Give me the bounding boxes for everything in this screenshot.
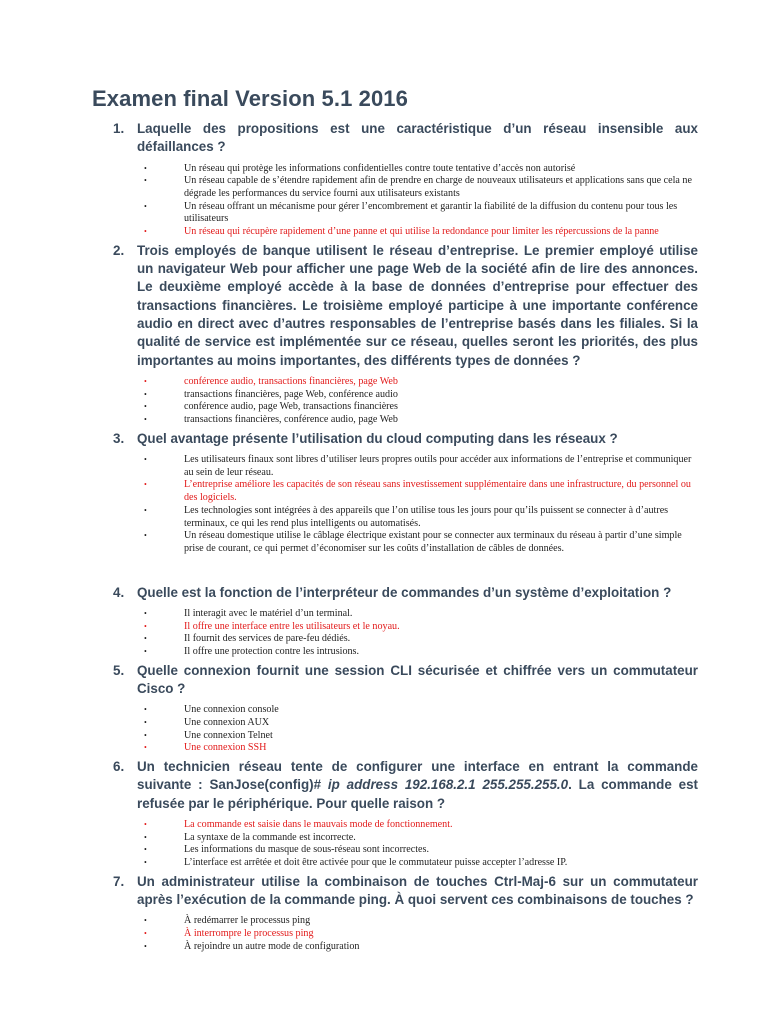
question-number: 4. <box>113 584 125 600</box>
answer-option <box>144 646 698 659</box>
bullet-icon: • <box>144 480 147 490</box>
bullet-icon: • <box>144 389 147 399</box>
bullet-icon: • <box>144 647 147 657</box>
answer-text: Un réseau offrant un mécanisme pour gérer l’encombrement et garantir la fiabilité de la diffusion du contenu pour tous les utilisateurs <box>184 200 678 225</box>
answer-option-correct <box>144 819 698 832</box>
question-block-1 <box>92 120 698 239</box>
bullet-icon: • <box>144 845 147 855</box>
answer-option <box>144 504 698 530</box>
answer-list-6 <box>92 819 698 870</box>
answer-text: Une connexion console <box>184 704 279 716</box>
answer-option <box>144 414 698 427</box>
answer-option-correct <box>144 479 698 504</box>
question-3 <box>92 430 698 448</box>
answer-option-correct <box>144 226 698 239</box>
bullet-icon: • <box>144 929 147 939</box>
bullet-icon: • <box>144 718 147 728</box>
bullet-icon: • <box>144 743 147 753</box>
bullet-icon: • <box>144 916 147 926</box>
answer-text: Une connexion Telnet <box>184 729 273 741</box>
answer-text: Les utilisateurs finaux sont libres d’utiliser leurs propres outils pour accéder aux informations de l’entreprise et communiquer au sein de leur réseau. <box>184 454 692 478</box>
bullet-icon: • <box>144 227 147 237</box>
question-block-7 <box>92 873 698 954</box>
answer-option <box>144 454 698 479</box>
answer-option <box>144 388 698 402</box>
question-text: Un administrateur utilise la combinaison de touches Ctrl-Maj-6 sur un commutateur après l’exécution de la commande ping. À quoi servent ces combinaisons de touches ? <box>137 873 698 908</box>
answer-option <box>144 162 698 176</box>
bullet-icon: • <box>144 858 147 868</box>
answer-option <box>144 200 698 226</box>
question-number: 6. <box>113 759 125 775</box>
answer-list-7 <box>92 915 698 953</box>
question-text: Laquelle des propositions est une caractéristique d’un réseau insensible aux défaillances ? <box>137 121 698 155</box>
answer-text: Un réseau qui protège les informations confidentielles contre toute tentative d’accès non autorisé <box>184 162 576 174</box>
answer-text: conférence audio, page Web, transactions financières <box>184 401 398 413</box>
bullet-icon: • <box>144 455 147 464</box>
question-block-2 <box>92 242 698 427</box>
answer-text: Une connexion AUX <box>184 717 270 729</box>
answer-option <box>144 704 698 717</box>
answer-text: La syntaxe de la commande est incorrecte. <box>184 831 356 843</box>
question-block-3 <box>92 430 698 556</box>
answer-text: Un réseau domestique utilise le câblage électrique existant pour se connecter aux terminaux du réseau à partir d’une simple prise de courant, ce qui permet d’économiser sur les coûts d’installation de câbles de données. <box>184 530 682 554</box>
bullet-icon: • <box>144 730 147 740</box>
answer-text: conférence audio, transactions financières, page Web <box>184 375 398 387</box>
question-number: 7. <box>113 873 125 889</box>
bullet-icon: • <box>144 531 147 541</box>
answer-option <box>144 915 698 928</box>
answer-text: Les informations du masque de sous-réseau sont incorrectes. <box>184 844 429 856</box>
answer-option <box>144 633 698 646</box>
bullet-icon: • <box>144 832 147 842</box>
answer-text: Il fournit des services de pare-feu dédiés. <box>184 633 351 645</box>
question-4 <box>92 584 698 602</box>
answer-text: Il offre une protection contre les intrusions. <box>184 646 360 658</box>
question-2 <box>92 242 698 370</box>
answer-option <box>144 717 698 730</box>
question-text: Quelle est la fonction de l’interpréteur de commandes d’un système d’exploitation ? <box>137 584 672 600</box>
question-block-5 <box>92 662 698 755</box>
answer-list-5 <box>92 704 698 755</box>
bullet-icon: • <box>144 621 147 631</box>
question-1 <box>92 120 698 157</box>
question-number: 1. <box>113 121 125 136</box>
answer-option <box>144 857 698 870</box>
answer-text: transactions financières, page Web, conférence audio <box>184 388 398 400</box>
bullet-icon: • <box>144 201 147 211</box>
answer-list-1 <box>92 163 698 239</box>
document-title: Examen final Version 5.1 2016 <box>92 86 408 111</box>
question-7 <box>92 873 698 910</box>
answer-text: Les technologies sont intégrées à des appareils que l’on utilise tous les jours pour qu’ils puissent se connecter à d’autres terminaux, ce qui les rend plus intelligents ou automatisés. <box>184 504 669 529</box>
answer-list-4 <box>92 608 698 659</box>
question-number: 5. <box>113 662 125 678</box>
answer-option-correct <box>144 375 698 389</box>
answer-text: transactions financières, conférence audio, page Web <box>184 414 398 425</box>
answer-text: Il interagit avec le matériel d’un terminal. <box>184 607 353 619</box>
bullet-icon: • <box>144 163 147 173</box>
answer-option <box>144 844 698 857</box>
bullet-icon: • <box>144 505 147 515</box>
bullet-icon: • <box>144 705 147 715</box>
answer-option-correct <box>144 928 698 941</box>
question-6 <box>92 758 698 813</box>
question-block-4 <box>92 584 698 659</box>
question-text: Un technicien réseau tente de configurer une interface en entrant la commande suivante : SanJose(config)# <box>137 759 698 793</box>
question-number: 3. <box>113 430 125 446</box>
answer-text: Une connexion SSH <box>184 742 267 754</box>
bullet-icon: • <box>144 820 147 830</box>
answer-option-correct <box>144 620 698 634</box>
question-number: 2. <box>113 242 125 258</box>
bullet-icon: • <box>144 941 147 951</box>
answer-text: À rejoindre un autre mode de configuration <box>184 940 360 952</box>
bullet-icon: • <box>144 176 147 186</box>
answer-text: Il offre une interface entre les utilisateurs et le noyau. <box>184 620 400 632</box>
answer-option <box>144 607 698 621</box>
answer-option <box>144 831 698 845</box>
question-text: Quelle connexion fournit une session CLI sécurisée et chiffrée vers un commutateur Cisco ? <box>137 662 698 697</box>
answer-option <box>144 729 698 743</box>
answer-text: Un réseau qui récupère rapidement d’une panne et qui utilise la redondance pour limiter les répercussions de la panne <box>184 226 659 238</box>
bullet-icon: • <box>144 402 147 412</box>
question-5 <box>92 662 698 699</box>
question-text: Trois employés de banque utilisent le réseau d’entreprise. Le premier employé utilise un navigateur Web pour afficher une page Web de la société afin de lire des annonces. Le deuxième employé accède à la base de données d’entreprise pour effectuer des transactions financières. Le troisième employé participe à une importante conférence audio en direct avec d’autres responsables de l’entreprise basés dans les filiales. Si la qualité de service est implémentée sur ce réseau, quelles seront les priorités, des plus importantes au moins importantes, des différents types de données ? <box>137 242 698 368</box>
bullet-icon: • <box>144 634 147 644</box>
command-text: ip address 192.168.2.1 255.255.255.0 <box>327 777 569 793</box>
answer-text: À interrompre le processus ping <box>184 928 314 940</box>
answer-text: L’entreprise améliore les capacités de son réseau sans investissement supplémentaire dans une infrastructure, du personnel ou des logiciels. <box>184 479 691 504</box>
answer-text: À redémarrer le processus ping <box>184 915 311 927</box>
answer-text: Un réseau capable de s’étendre rapidement afin de prendre en charge de nouveaux utilisateurs et applications sans que cela ne dégrade les performances du service fourni aux utilisateurs existants <box>184 175 692 199</box>
bullet-icon: • <box>144 415 147 424</box>
answer-text: La commande est saisie dans le mauvais mode de fonctionnement. <box>184 819 453 831</box>
answer-list-3 <box>92 454 698 556</box>
answer-list-2 <box>92 376 698 427</box>
answer-text: L’interface est arrêtée et doit être activée pour que le commutateur puisse accepter l’adresse IP. <box>184 857 568 869</box>
question-block-6 <box>92 758 698 870</box>
question-text: Quel avantage présente l’utilisation du cloud computing dans les réseaux ? <box>137 430 618 446</box>
answer-option <box>144 401 698 414</box>
answer-option <box>144 175 698 200</box>
answer-option <box>144 940 698 954</box>
bullet-icon: • <box>144 608 147 618</box>
answer-option-correct <box>144 742 698 755</box>
answer-option <box>144 530 698 555</box>
bullet-icon: • <box>144 376 147 386</box>
question-text-end: . La commande est refusée par le périphérique. Pour quelle raison ? <box>137 777 698 811</box>
